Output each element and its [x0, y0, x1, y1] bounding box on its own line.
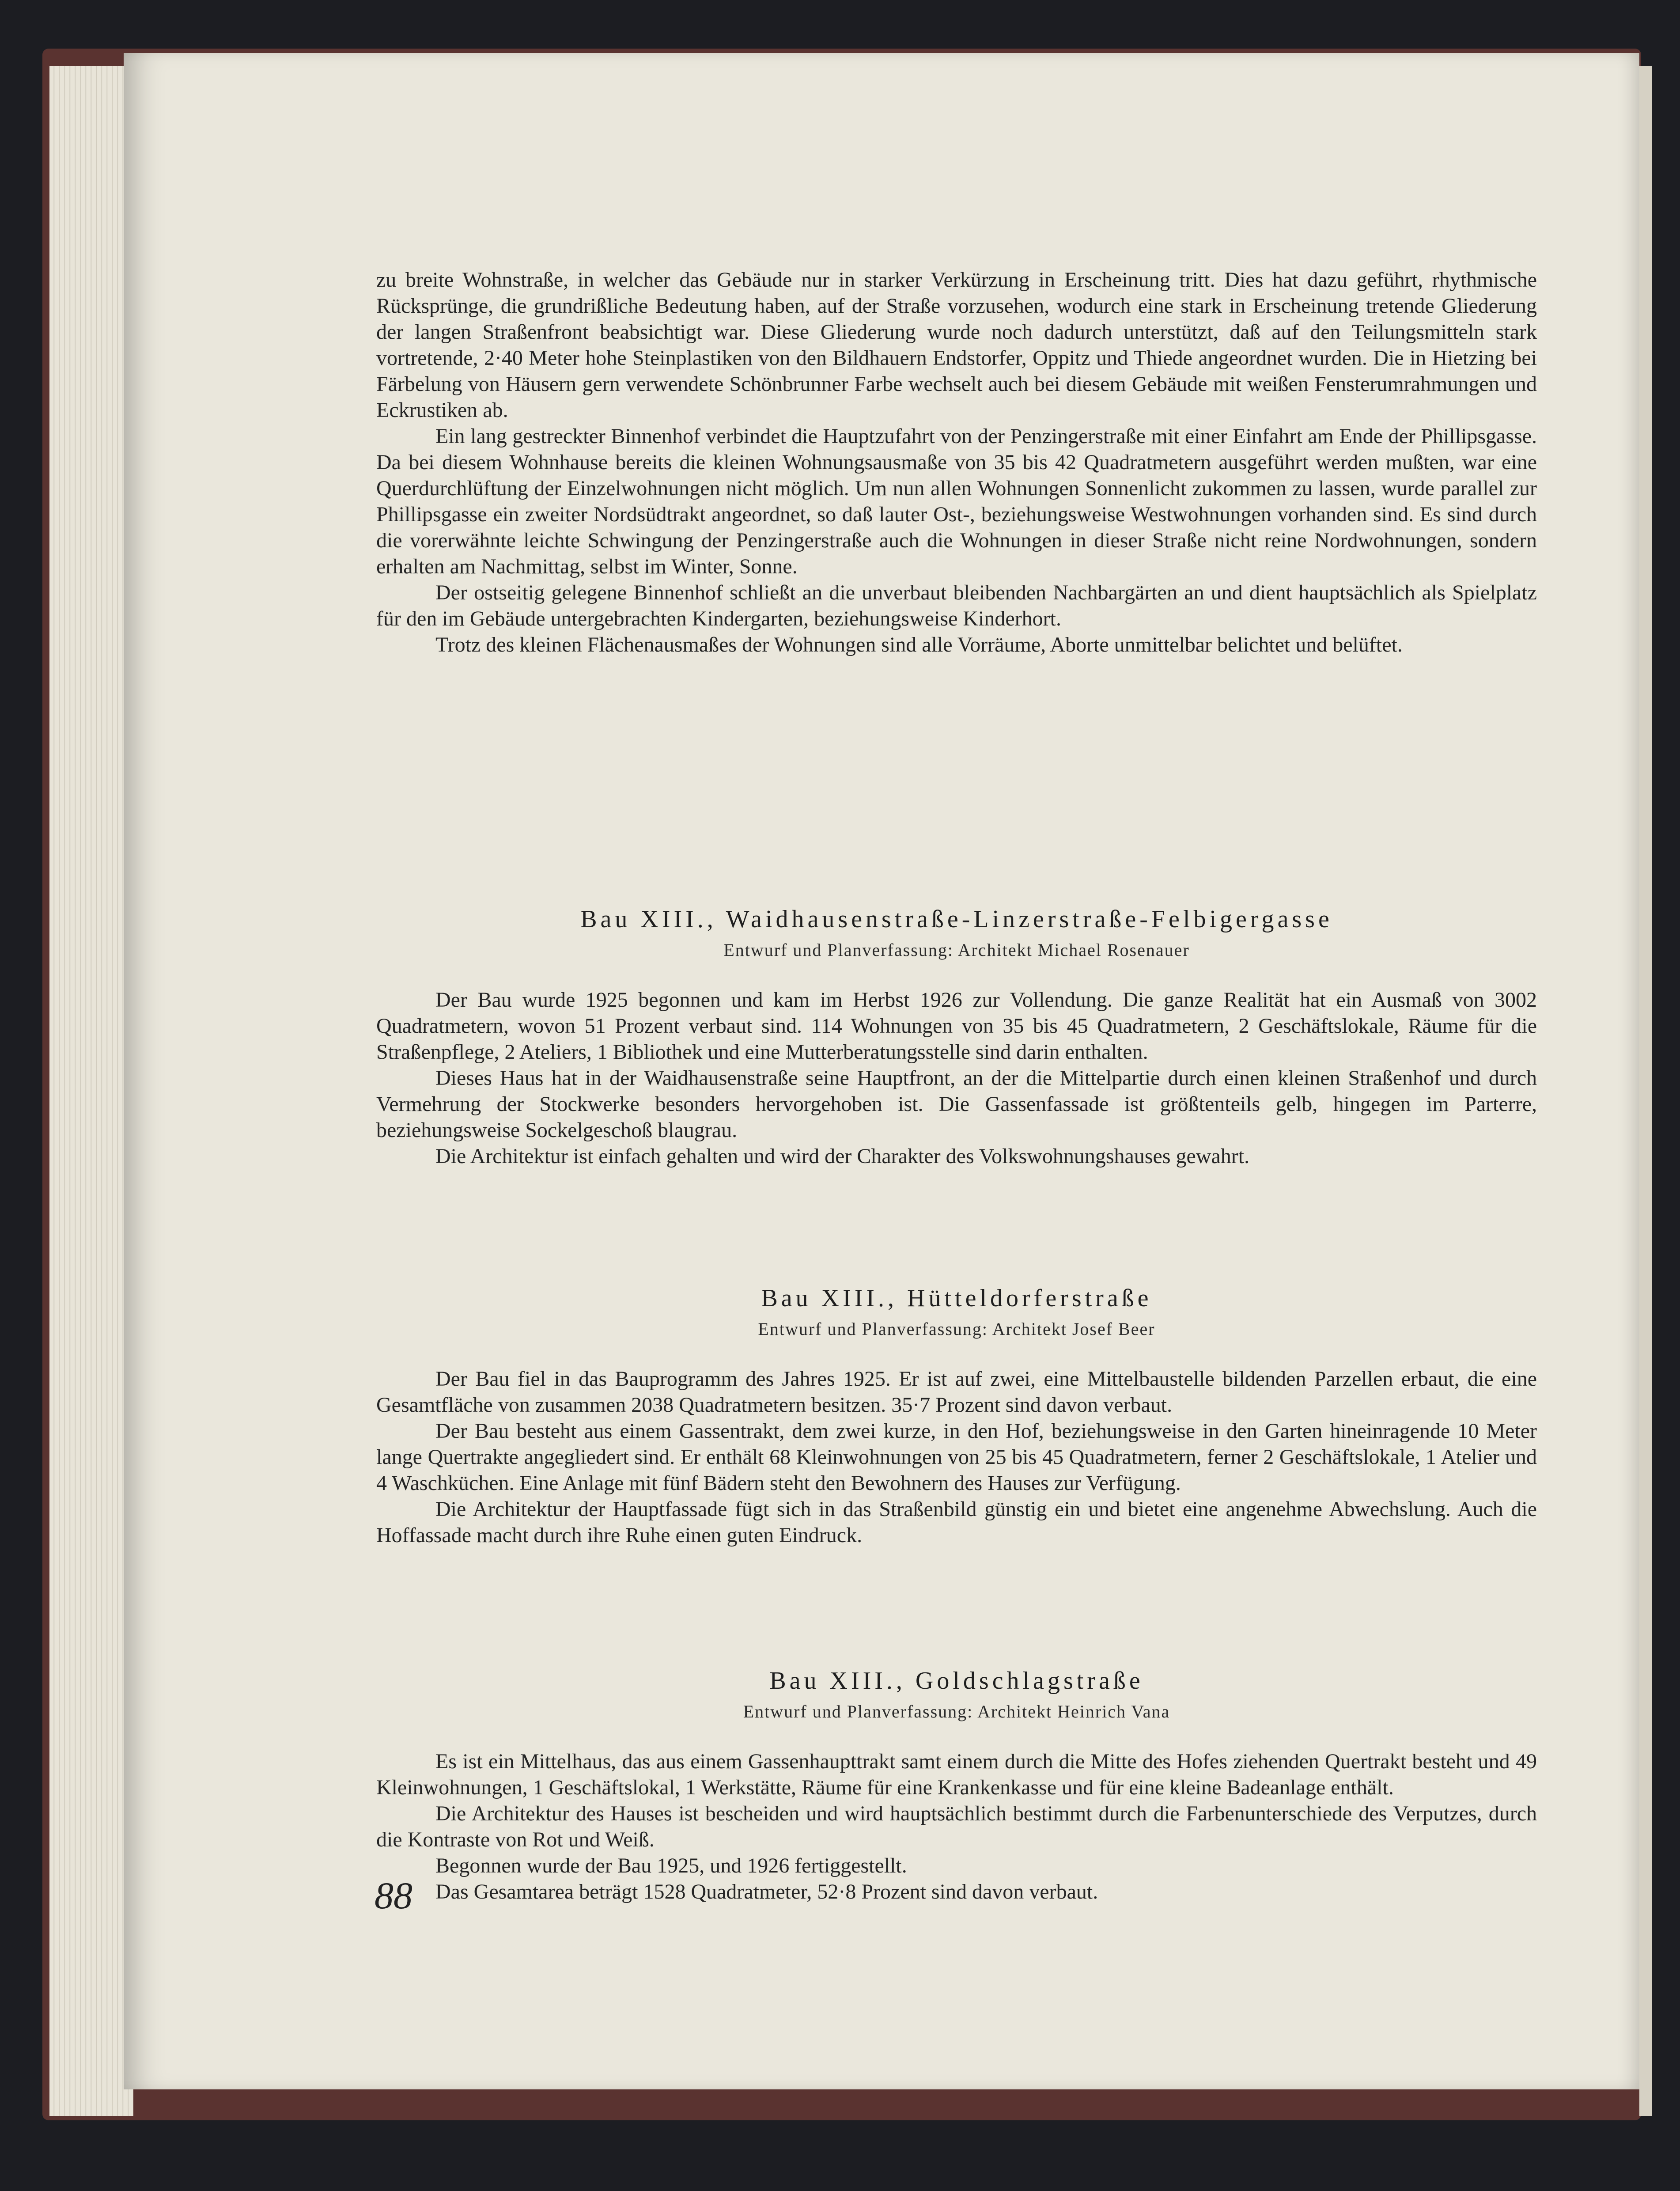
intro-block	[376, 267, 1537, 658]
section-paragraph: Die Architektur der Hauptfassade fügt sich in das Straßenbild günstig ein und bietet eine angenehme Abwechslung. Auch die Hoffassade macht durch ihre Ruhe einen guten Eindruck.	[376, 1497, 1537, 1547]
section-paragraph: Der Bau wurde 1925 begonnen und kam im Herbst 1926 zur Vollendung. Die ganze Realität hat ein Ausmaß von 3002 Quadratmetern, wovon 51 Prozent verbaut sind. 114 Wohnungen von 35 bis 45 Quadratmetern, 2 Geschäftslokale, Räume für die Straßenpflege, 2 Ateliers, 1 Bibliothek und eine Mutterberatungsstelle sind darin enthalten.	[376, 988, 1537, 1064]
section-paragraph: Die Architektur ist einfach gehalten und wird der Charakter des Volkswohnungshauses gewahrt.	[435, 1145, 1250, 1168]
section-paragraph: Das Gesamtarea beträgt 1528 Quadratmeter, 52·8 Prozent sind davon verbaut.	[435, 1880, 1098, 1903]
intro-paragraph: Der ostseitig gelegene Binnenhof schließt an die unverbaut bleibenden Nachbargärten an und dient hauptsächlich als Spielplatz für den im Gebäude untergebrachten Kindergarten, beziehungsweise Kinderhort.	[376, 581, 1537, 630]
section-paragraph: Begonnen wurde der Bau 1925, und 1926 fertiggestellt.	[435, 1854, 907, 1877]
intro-paragraph: Ein lang gestreckter Binnenhof verbindet die Hauptzufahrt von der Penzingerstraße mit einer Einfahrt am Ende der Phillipsgasse. Da bei diesem Wohnhause bereits die kleinen Wohnungsausmaße von 35 bis 42 Quadratmetern ausgeführt werden mußten, war eine Querdurchlüftung der Einzelwohnungen nicht möglich. Um nun allen Wohnungen Sonnenlicht zukommen zu lassen, wurde parallel zur Phillipsgasse ein zweiter Nordsüdtrakt angeordnet, so daß lauter Ost-, beziehungsweise Westwohnungen vorhanden sind. Es sind durch die vorerwähnte leichte Schwingung der Penzingerstraße auch die Wohnungen in dieser Straße nicht reine Nordwohnungen, sondern erhalten am Nachmittag, selbst im Winter, Sonne.	[376, 425, 1537, 578]
section-subtitle: Entwurf und Planverfassung: Architekt Michael Rosenauer	[723, 940, 1190, 960]
page-number: 88	[375, 1874, 412, 1917]
section-goldschlagstrasse	[376, 1668, 1537, 1905]
section-title: Bau XIII., Goldschlagstraße	[769, 1667, 1144, 1694]
section-paragraph: Der Bau fiel in das Bauprogramm des Jahres 1925. Er ist auf zwei, eine Mittelbaustelle bildenden Parzellen erbaut, die eine Gesamtfläche von zusammen 2038 Quadratmetern besitzen. 35·7 Prozent sind davon verbaut.	[376, 1367, 1537, 1417]
section-title: Bau XIII., Waidhausenstraße-Linzerstraße-Felbigergasse	[580, 906, 1333, 933]
section-paragraph: Es ist ein Mittelhaus, das aus einem Gassenhaupttrakt samt einem durch die Mitte des Hofes ziehenden Quertrakt besteht und 49 Kleinwohnungen, 1 Geschäftslokal, 1 Werkstätte, Räume für eine Krankenkasse und für eine kleine Badeanlage enthält.	[376, 1750, 1537, 1799]
section-title: Bau XIII., Hütteldorferstraße	[761, 1285, 1152, 1312]
intro-paragraph: Trotz des kleinen Flächenausmaßes der Wohnungen sind alle Vorräume, Aborte unmittelbar belichtet und belüftet.	[435, 633, 1403, 656]
section-waidhausenstrasse	[376, 906, 1537, 1169]
section-subtitle: Entwurf und Planverfassung: Architekt Josef Beer	[758, 1319, 1155, 1339]
section-huetteldorferstrasse	[376, 1285, 1537, 1548]
section-paragraph: Die Architektur des Hauses ist bescheiden und wird hauptsächlich bestimmt durch die Farbenunterschiede des Verputzes, durch die Kontraste von Rot und Weiß.	[376, 1802, 1537, 1851]
section-subtitle: Entwurf und Planverfassung: Architekt Heinrich Vana	[743, 1702, 1170, 1721]
section-paragraph: Der Bau besteht aus einem Gassentrakt, dem zwei kurze, in den Hof, beziehungsweise in den Garten hineinragende 10 Meter lange Quertrakte angegliedert sind. Er enthält 68 Kleinwohnungen von 25 bis 45 Quadratmetern, ferner 2 Geschäftslokale, 1 Atelier und 4 Waschküchen. Eine Anlage mit fünf Bädern steht den Bewohnern des Hauses zur Verfügung.	[376, 1419, 1537, 1495]
page-stack-edge	[49, 66, 133, 2116]
section-paragraph: Dieses Haus hat in der Waidhausenstraße seine Hauptfront, an der die Mittelpartie durch einen kleinen Straßenhof und durch Vermehrung der Stockwerke besonders hervorgehoben ist. Die Gassenfassade ist größtenteils gelb, hingegen im Parterre, beziehungsweise Sockelgeschoß blaugrau.	[376, 1066, 1537, 1142]
fore-edge	[1639, 66, 1652, 2116]
intro-paragraph: zu breite Wohnstraße, in welcher das Gebäude nur in starker Verkürzung in Erscheinung tritt. Dies hat dazu geführt, rhythmische Rücksprünge, die grundrißliche Bedeutung haben, auf der Straße vorzusehen, wodurch eine stark in Erscheinung tretende Gliederung der langen Straßenfront beabsichtigt war. Diese Gliederung wurde noch dadurch unterstützt, daß auf den Teilungsmitteln stark vortretende, 2·40 Meter hohe Steinplastiken von den Bildhauern Endstorfer, Oppitz und Thiede angeordnet wurden. Die in Hietzing bei Färbelung von Häusern gern verwendete Schönbrunner Farbe wechselt auch bei diesem Gebäude mit weißen Fensterumrahmungen und Eckrustiken ab.	[376, 268, 1537, 422]
